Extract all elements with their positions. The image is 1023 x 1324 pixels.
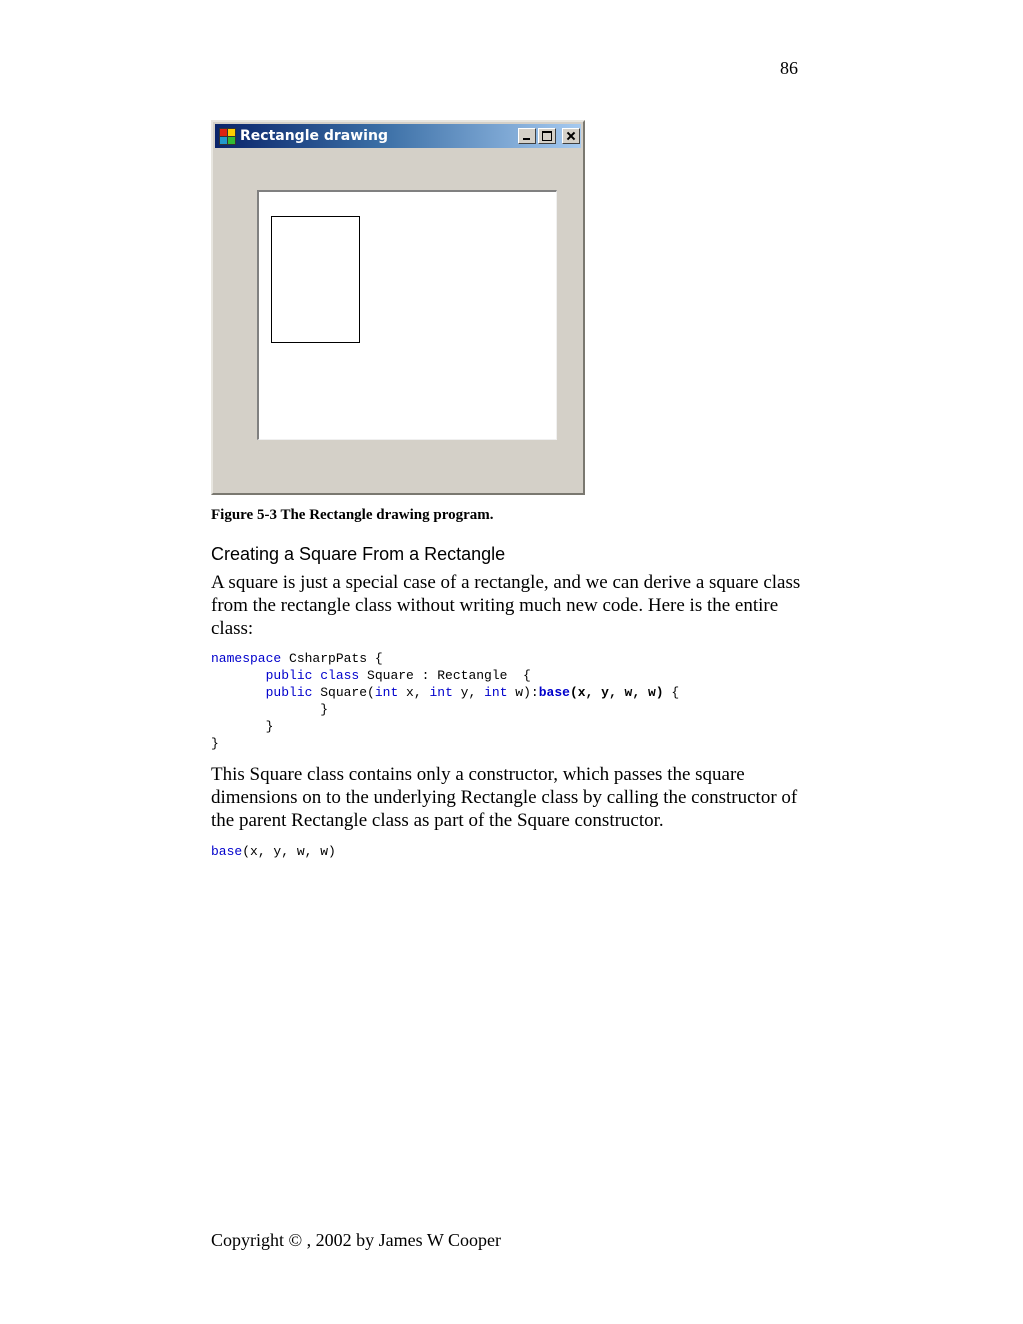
code-keyword: public class (265, 668, 360, 683)
code-keyword: int (484, 685, 508, 700)
code-block-square-class (211, 650, 679, 752)
code-indent (211, 685, 266, 700)
drawn-rectangle (271, 216, 360, 343)
paragraph-intro: A square is just a special case of a rectangle, and we can derive a square class from the rectangle class without writing much new code. Here is the entire class: (211, 572, 801, 639)
code-keyword: int (429, 685, 453, 700)
code-indent (211, 668, 266, 683)
code-text: } (211, 719, 274, 734)
code-text: Square : Rectangle { (359, 668, 531, 683)
section-heading: Creating a Square From a Rectangle (211, 544, 506, 564)
code-base-args: (x, y, w, w) (569, 685, 664, 700)
code-text: (x, y, w, w) (242, 844, 336, 859)
close-icon[interactable] (562, 128, 580, 144)
code-keyword-base: base (538, 685, 570, 700)
app-icon (219, 128, 236, 145)
window-titlebar (215, 124, 581, 148)
maximize-icon[interactable] (538, 128, 556, 144)
code-keyword: base (211, 844, 243, 859)
window-title: Rectangle drawing (240, 128, 388, 144)
code-text: Square( (312, 685, 375, 700)
page-number: 86 (780, 58, 798, 78)
code-text: CsharpPats { (281, 651, 383, 666)
figure-caption: Figure 5-3 The Rectangle drawing program. (211, 507, 494, 523)
code-text: x, (398, 685, 430, 700)
code-line-base-call (211, 843, 336, 860)
rectangle-drawing-window-screenshot (211, 120, 585, 495)
code-text: w): (507, 685, 539, 700)
minimize-icon[interactable] (518, 128, 536, 144)
code-text: y, (452, 685, 485, 700)
copyright-footer: Copyright © , 2002 by James W Cooper (211, 1230, 501, 1250)
drawing-canvas (257, 190, 557, 440)
code-text: { (663, 685, 680, 700)
code-text: } (211, 736, 219, 751)
code-keyword: public (265, 685, 313, 700)
code-text: } (211, 702, 329, 717)
paragraph-explanation: This Square class contains only a constructor, which passes the square dimensions on to the underlying Rectangle class by calling the constructor of the parent Rectangle class as part of the Square constructor. (211, 764, 798, 831)
code-keyword: int (374, 685, 399, 700)
code-keyword: namespace (211, 651, 282, 666)
